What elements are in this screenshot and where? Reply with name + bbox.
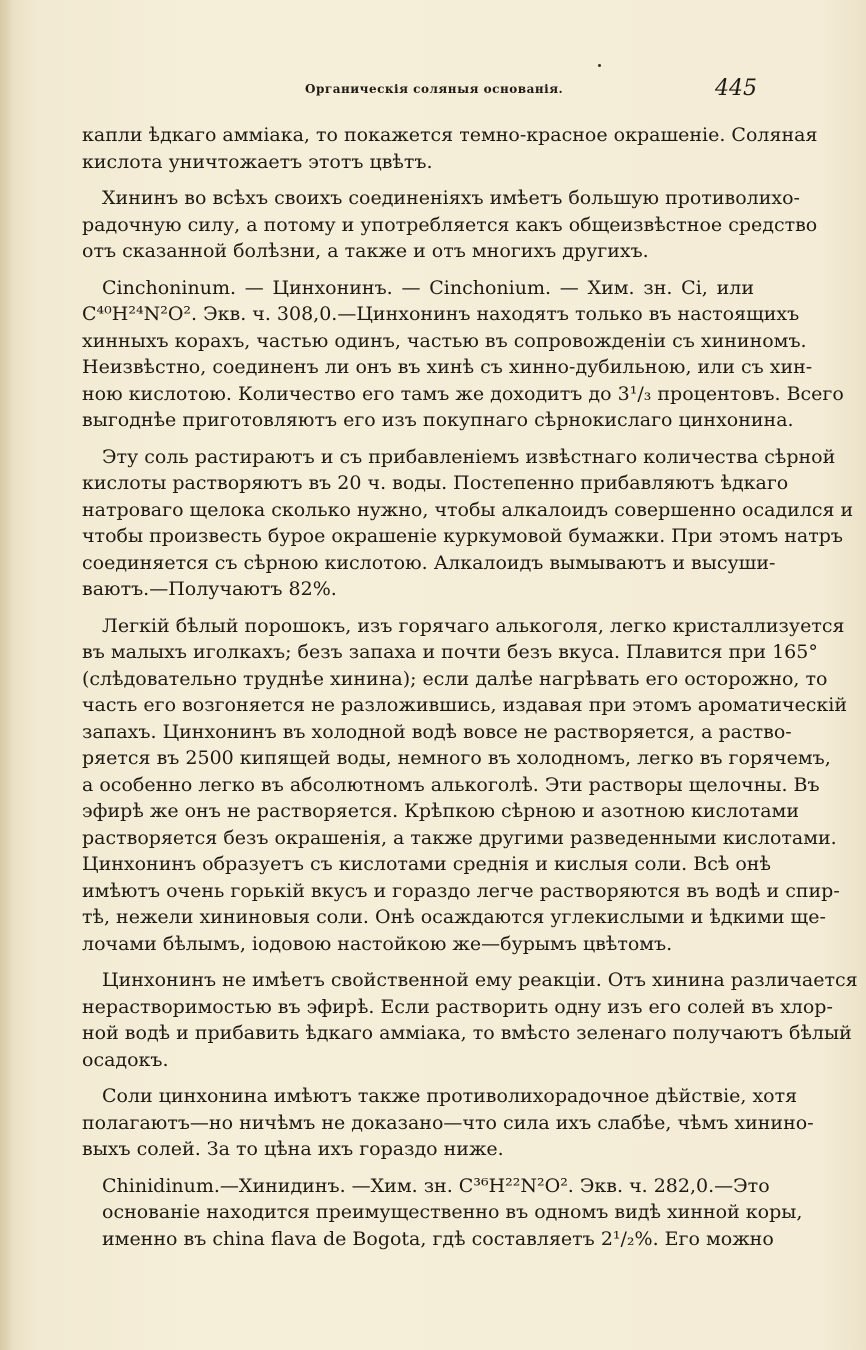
text-line: ваютъ.—Получаютъ 82%. (82, 578, 337, 600)
page-number: 445 (715, 76, 757, 101)
text-line: ною кислотою. Количество его тамъ же доходитъ до 3¹/₃ процентовъ. Всего (82, 382, 844, 405)
text-line: растворяется безъ окрашенія, а также другими разведенными кислотами. (82, 826, 837, 849)
text-line: Cinchoninum. — Цинхонинъ. — Cinchonium. — Хим. зн. Ci, или (102, 276, 754, 299)
text-line: Цинхонинъ не имѣетъ свойственной ему реакціи. Отъ хинина различается (102, 969, 858, 991)
text-line: полагаютъ—но ничѣмъ не доказано—что сила ихъ слабѣе, чѣмъ хинино- (82, 1111, 814, 1134)
text-line: а особенно легко въ абсолютномъ алькоголѣ. Эти растворы щелочны. Въ (82, 773, 820, 796)
page-header (0, 76, 866, 104)
print-dot (598, 64, 601, 67)
text-line: Chinidinum.—Хинидинъ. —Хим. зн. C³⁶H²²N²O². Экв. ч. 282,0.—Это (102, 1174, 770, 1197)
page-fold-shadow (0, 0, 14, 1350)
text-line: выгоднѣе приготовляютъ его изъ покупнаго сѣрнокислаго цинхонина. (82, 409, 794, 431)
paragraph-2 (82, 185, 818, 265)
paragraph-5 (82, 613, 848, 958)
text-line: часть его возгоняется не разложившись, издавая при этомъ ароматическій (82, 694, 848, 716)
body-text (82, 122, 858, 1262)
text-line: основаніе находится преимущественно въ одномъ видѣ хинной коры, (102, 1201, 803, 1223)
paragraph-cinchoninum (82, 275, 844, 434)
text-line: имѣютъ очень горькій вкусъ и гораздо легче растворяются въ водѣ и спир- (82, 879, 840, 902)
paragraph-7 (82, 1083, 814, 1163)
text-line: Соли цинхонина имѣютъ также противолихорадочное дѣйствіе, хотя (102, 1085, 798, 1107)
text-line: ной водѣ и прибавить ѣдкаго амміака, то вмѣсто зеленаго получаютъ бѣлый (82, 1022, 852, 1044)
paragraph-4 (82, 444, 854, 603)
text-line: Хининъ во всѣхъ своихъ соединеніяхъ имѣетъ большую противолихо- (102, 187, 800, 209)
text-line: въ малыхъ иголкахъ; безъ запаха и почти безъ вкуса. Плавится при 165° (82, 641, 818, 663)
text-line: C⁴⁰H²⁴N²O². Экв. ч. 308,0.—Цинхонинъ находятъ только въ настоящихъ (82, 303, 800, 325)
text-line: тѣ, нежели хининовыя соли. Онѣ осаждаются углекислыми и ѣдкими ще- (82, 906, 826, 928)
text-line: (слѣдовательно труднѣе хинина); если далѣе нагрѣвать его осторожно, то (82, 667, 828, 690)
text-line: лочами бѣлымъ, іодовою настойкою же—бурымъ цвѣтомъ. (82, 932, 673, 955)
paragraph-6 (82, 967, 858, 1073)
text-line: Цинхонинъ образуетъ съ кислотами среднія и кислыя соли. Всѣ онѣ (82, 853, 771, 875)
text-line: капли ѣдкаго амміака, то покажется темно-красное окрашеніе. Соляная (82, 124, 818, 146)
text-line: нерастворимостью въ эфирѣ. Если растворить одну изъ его солей въ хлор- (82, 995, 833, 1018)
running-title: Органическія соляныя основанія. (305, 82, 564, 96)
paragraph-chinidinum (82, 1173, 803, 1253)
text-line: кислоты растворяютъ въ 20 ч. воды. Постепенно прибавляютъ ѣдкаго (82, 472, 789, 494)
text-line: Легкій бѣлый порошокъ, изъ горячаго алькоголя, легко кристаллизуется (102, 614, 845, 637)
text-line: выхъ солей. За то цѣна ихъ гораздо ниже. (82, 1138, 504, 1160)
text-line: ряется въ 2500 кипящей воды, немного въ холодномъ, легко въ горячемъ, (82, 747, 831, 769)
text-line: Неизвѣстно, соединенъ ли онъ въ хинѣ съ хинно-дубильною, или съ хин- (82, 356, 813, 378)
text-line: осадокъ. (82, 1048, 169, 1071)
text-line: соединяется съ сѣрною кислотою. Алкалоидъ вымываютъ и высуши- (82, 551, 776, 574)
text-line: Эту соль растираютъ и съ прибавленіемъ извѣстнаго количества сѣрной (102, 445, 836, 468)
paragraph-1 (82, 122, 818, 175)
text-line: кислота уничтожаетъ этотъ цвѣтъ. (82, 150, 433, 173)
text-line: запахъ. Цинхонинъ въ холодной водѣ вовсе не растворяется, а раство- (82, 720, 792, 743)
text-line: эфирѣ же онъ не растворяется. Крѣпкою сѣрною и азотною кислотами (82, 800, 799, 822)
text-line: хинныхъ корахъ, частью одинъ, частью въ сопровожденіи съ хининомъ. (82, 329, 807, 352)
text-line: отъ сказанной болѣзни, а также и отъ многихъ другихъ. (82, 240, 649, 262)
text-line: чтобы произвесть бурое окрашеніе куркумовой бумажки. При этомъ натръ (82, 525, 843, 547)
text-line: именно въ china flava de Bogota, гдѣ составляетъ 2¹/₂%. Его можно (102, 1227, 774, 1250)
text-line: радочную силу, а потому и употребляется какъ общеизвѣстное средство (82, 213, 818, 236)
text-line: натроваго щелока сколько нужно, чтобы алкалоидъ совершенно осадился и (82, 498, 854, 521)
